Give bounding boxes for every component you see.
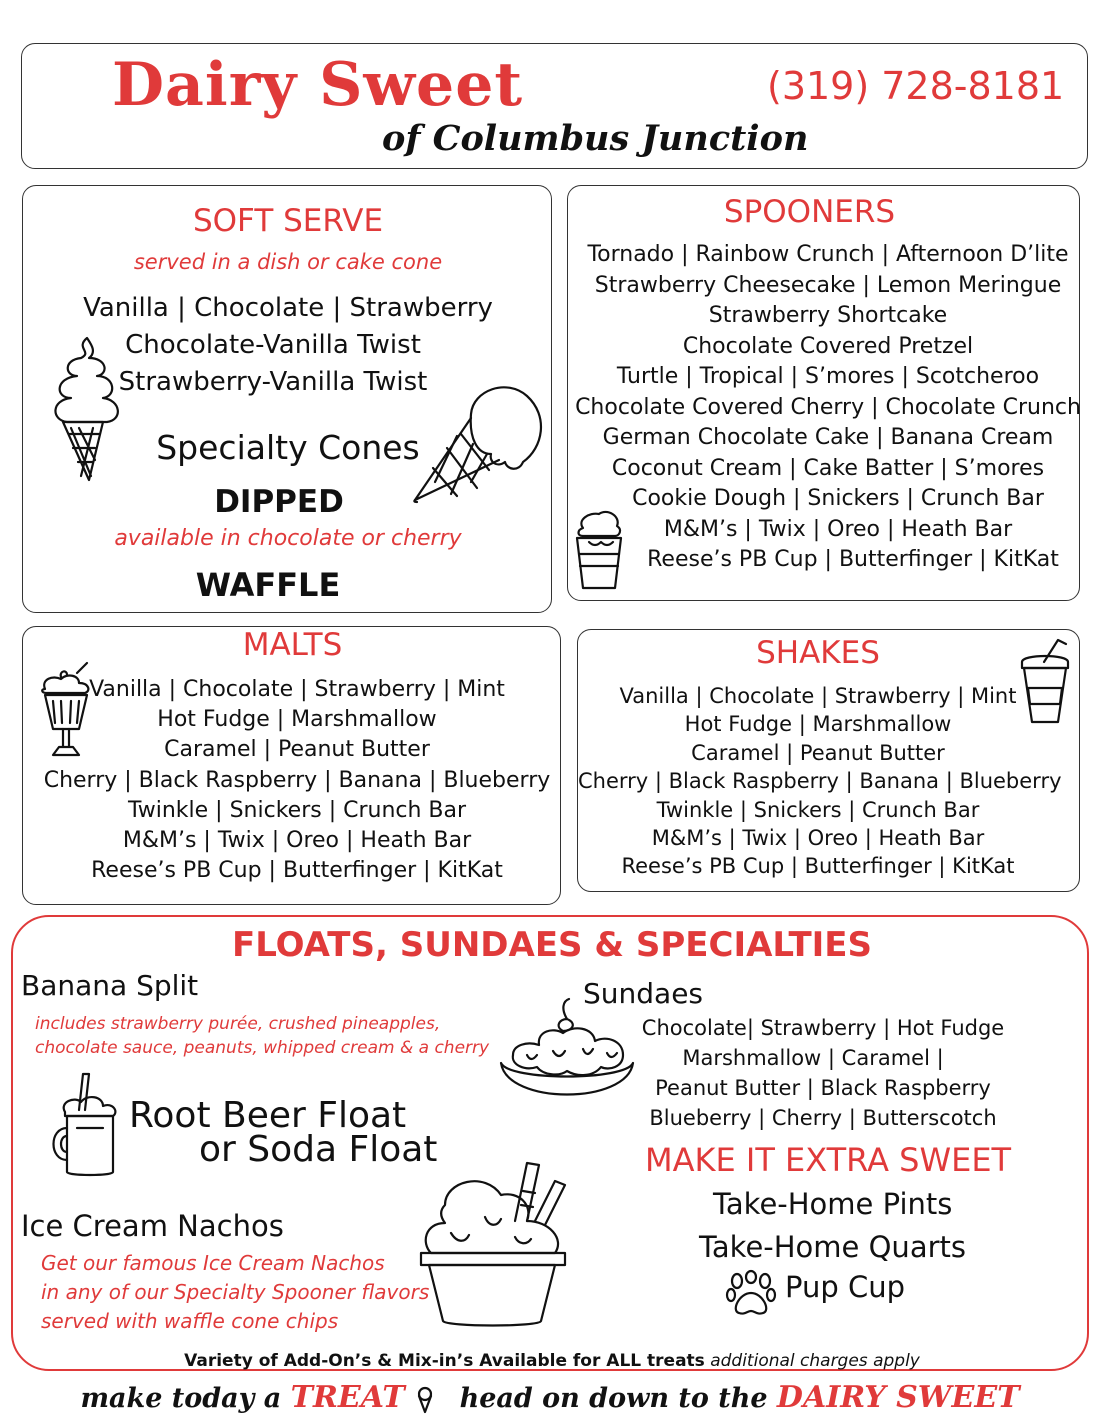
nachos-note-line: in any of our Specialty Spooner flavors	[41, 1280, 430, 1304]
take-home-pints: Take-Home Pints	[713, 1187, 953, 1221]
spooner-line: Reese’s PB Cup | Butterfinger | KitKat	[647, 547, 1059, 572]
float-mug-icon	[55, 1072, 131, 1182]
extra-sweet-title: MAKE IT EXTRA SWEET	[645, 1141, 1012, 1179]
specialty-cones-title: Specialty Cones	[156, 428, 420, 467]
malt-line: Twinkle | Snickers | Crunch Bar	[127, 797, 467, 823]
shake-line: Cherry | Black Raspberry | Banana | Blueberry	[578, 769, 1062, 794]
waffle-cone-icon	[411, 378, 551, 508]
spooner-cup-icon	[571, 508, 629, 592]
paw-print-icon	[725, 1271, 777, 1321]
pup-cup: Pup Cup	[785, 1270, 906, 1304]
tagline-part-b: head on down to the	[459, 1383, 768, 1414]
specialties-title: FLOATS, SUNDAES & SPECIALTIES	[231, 925, 873, 965]
tagline-treat: TREAT	[290, 1380, 405, 1415]
spooner-line: Chocolate Covered Cherry | Chocolate Crunch	[575, 394, 1081, 420]
spooners-list	[568, 240, 1088, 576]
banana-split-title: Banana Split	[21, 969, 199, 1002]
spooner-line: Cookie Dough | Snickers | Crunch Bar	[632, 486, 1044, 511]
spooner-line: Strawberry Cheesecake | Lemon Meringue	[594, 272, 1062, 298]
dipped-label: DIPPED	[214, 484, 344, 520]
nachos-note	[41, 1249, 429, 1336]
nachos-note-line: Get our famous Ice Cream Nachos	[41, 1251, 385, 1275]
root-beer-float-label: Root Beer Float	[129, 1095, 407, 1136]
footer-tagline	[0, 1380, 1100, 1415]
soda-float-label: or Soda Float	[199, 1129, 438, 1170]
banana-note-line: chocolate sauce, peanuts, whipped cream & a cherry	[35, 1038, 490, 1058]
specialties-panel	[11, 915, 1089, 1371]
brand-name: Dairy Sweet	[112, 50, 524, 120]
phone-number: (319) 728-8181	[767, 64, 1065, 108]
brand-location: of Columbus Junction	[382, 118, 809, 159]
shake-line: Reese’s PB Cup | Butterfinger | KitKat	[621, 854, 1015, 879]
shake-line: Hot Fudge | Marshmallow	[684, 712, 952, 737]
ice-cream-cup-icon	[415, 1161, 575, 1331]
spooners-panel	[567, 185, 1080, 601]
banana-split-note	[35, 1012, 489, 1060]
soft-serve-subtitle: served in a dish or cake cone	[133, 250, 443, 274]
shake-line: Twinkle | Snickers | Crunch Bar	[656, 797, 980, 822]
dipped-note: available in chocolate or cherry	[114, 526, 462, 551]
header-panel	[21, 43, 1088, 169]
tagline-part-a: make today a	[80, 1383, 282, 1414]
banana-split-icon	[497, 997, 637, 1109]
spooners-title: SPOONERS	[723, 194, 896, 230]
spooner-line: Coconut Cream | Cake Batter | S’mores	[611, 455, 1045, 481]
sundae-line: Chocolate| Strawberry | Hot Fudge	[641, 1016, 1005, 1040]
spooner-line: Tornado | Rainbow Crunch | Afternoon D’lite	[587, 242, 1069, 267]
soft-serve-line: Strawberry-Vanilla Twist	[118, 367, 428, 397]
shake-line: Vanilla | Chocolate | Strawberry | Mint	[619, 684, 1017, 708]
malts-panel	[22, 626, 561, 905]
addons-note: additional charges apply	[710, 1351, 920, 1371]
spooner-line: Strawberry Shortcake	[708, 303, 948, 328]
sundae-line: Blueberry | Cherry | Butterscotch	[649, 1106, 997, 1130]
malts-list	[23, 675, 571, 886]
addons-bold: Variety of Add-On’s & Mix-in’s Available for ALL treats	[184, 1351, 705, 1371]
tagline-brand: DAIRY SWEET	[776, 1380, 1020, 1415]
spooner-line: Turtle | Tropical | S’mores | Scotcheroo	[616, 364, 1040, 389]
spooner-line: M&M’s | Twix | Oreo | Heath Bar	[663, 516, 1013, 542]
sundae-line: Peanut Butter | Black Raspberry	[655, 1076, 991, 1100]
malt-line: Vanilla | Chocolate | Strawberry | Mint	[89, 677, 505, 702]
ice-cream-nachos-title: Ice Cream Nachos	[21, 1209, 284, 1243]
malt-line: Reese’s PB Cup | Butterfinger | KitKat	[91, 858, 503, 884]
spooner-line: German Chocolate Cake | Banana Cream	[602, 425, 1054, 450]
waffle-label: WAFFLE	[195, 566, 341, 604]
shake-line: Caramel | Peanut Butter	[691, 740, 945, 765]
malt-line: Hot Fudge | Marshmallow	[157, 707, 437, 733]
soft-serve-line: Chocolate-Vanilla Twist	[125, 330, 421, 360]
shakes-list	[578, 682, 1062, 881]
sundae-line: Marshmallow | Caramel |	[682, 1046, 944, 1070]
shake-line: M&M’s | Twix | Oreo | Heath Bar	[651, 826, 985, 851]
nachos-note-line: served with waffle cone chips	[41, 1309, 339, 1333]
spooner-line: Chocolate Covered Pretzel	[682, 333, 974, 359]
shake-cup-icon	[1014, 638, 1076, 728]
shakes-title: SHAKES	[756, 635, 880, 671]
shakes-panel	[577, 629, 1080, 892]
sundaes-list	[613, 1013, 1033, 1133]
soft-serve-panel	[22, 185, 552, 613]
soft-serve-title: SOFT SERVE	[192, 203, 384, 239]
malt-line: M&M’s | Twix | Oreo | Heath Bar	[122, 828, 472, 854]
malt-glass-icon	[39, 661, 93, 761]
banana-note-line: includes strawberry purée, crushed pineapples,	[35, 1014, 441, 1034]
malt-line: Caramel | Peanut Butter	[164, 737, 430, 763]
addons-line	[13, 1351, 1091, 1371]
take-home-quarts: Take-Home Quarts	[699, 1230, 966, 1264]
cone-icon	[414, 1386, 436, 1414]
soft-serve-line: Vanilla | Chocolate | Strawberry	[83, 293, 493, 323]
sundaes-title: Sundaes	[583, 977, 704, 1010]
malts-title: MALTS	[242, 627, 343, 663]
soft-serve-cone-icon	[45, 336, 125, 486]
malt-line: Cherry | Black Raspberry | Banana | Blueberry	[43, 767, 551, 793]
